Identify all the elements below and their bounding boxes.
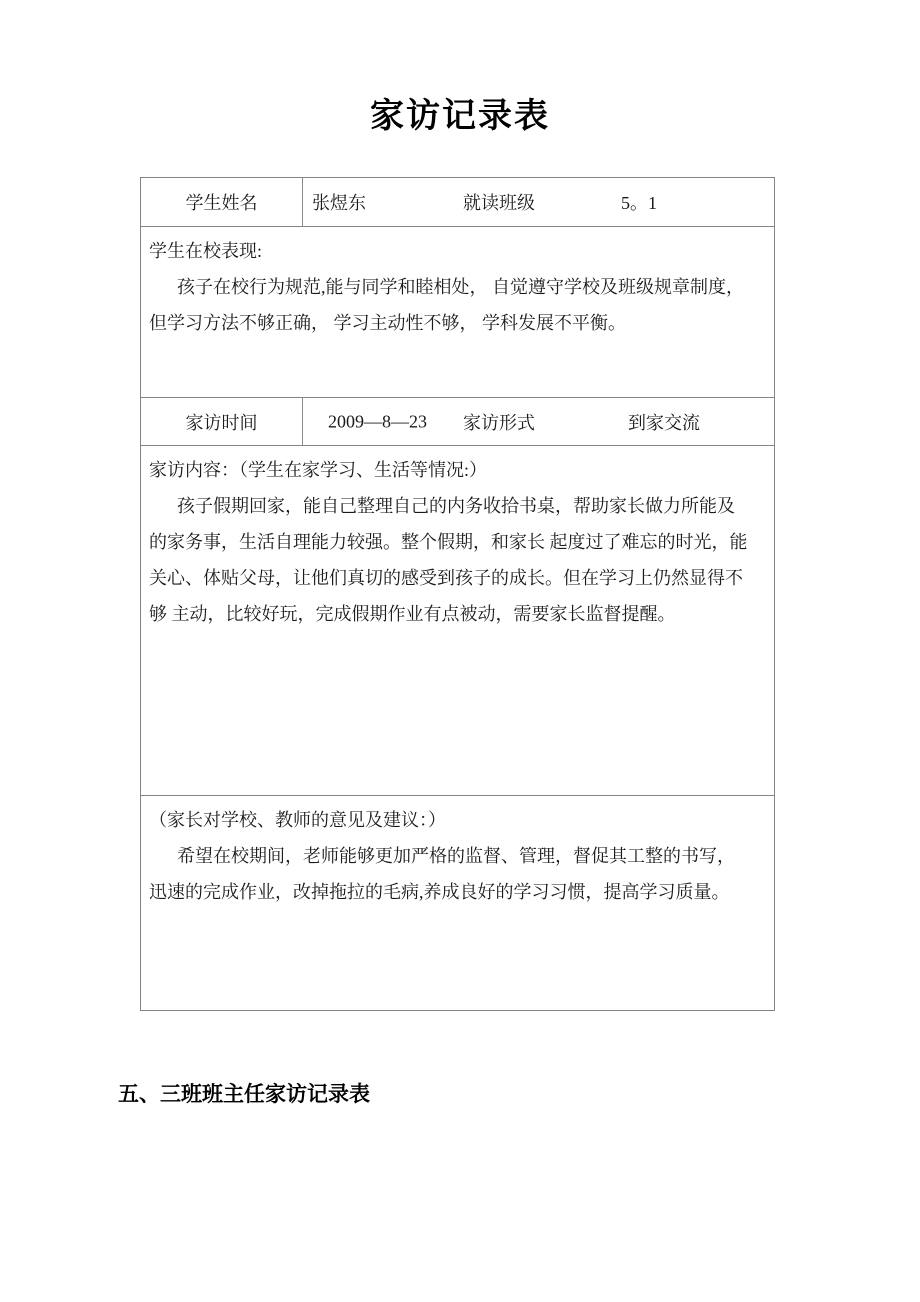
- table-row-parent-feedback: [141, 796, 774, 1010]
- student-name-cell: [303, 178, 774, 226]
- visit-form-label: 家访形式: [463, 412, 535, 433]
- paragraph-line: 但学习方法不够正确， 学习主动性不够， 学科发展不平衡。: [149, 313, 626, 333]
- student-name-value: 张煜东: [312, 193, 366, 213]
- paragraph-line: 希望在校期间，老师能够更加严格的监督、管理，督促其工整的书写，: [177, 846, 735, 866]
- class-value: 5。1: [621, 193, 657, 213]
- parent-feedback-paragraph: [149, 838, 766, 910]
- visit-time-value: 2009—8—23: [328, 411, 427, 431]
- visit-info-cell: [303, 398, 774, 445]
- next-section-heading: 五、三班班主任家访记录表: [118, 1082, 370, 1106]
- home-visit-record-table: [140, 177, 775, 1011]
- paragraph-line: 孩子假期回家，能自己整理自己的内务收拾书桌，帮助家长做力所能及: [177, 496, 735, 516]
- paragraph-line: 关心、体贴父母，让他们真切的感受到孩子的成长。但在学习上仍然显得不: [149, 568, 743, 588]
- paragraph-line: 迅速的完成作业，改掉拖拉的毛病,养成良好的学习习惯，提高学习质量。: [149, 882, 730, 902]
- visit-form-value: 到家交流: [628, 412, 700, 433]
- visit-time-label: 家访时间: [141, 398, 303, 445]
- parent-feedback-heading: （家长对学校、教师的意见及建议：）: [149, 810, 446, 830]
- class-label: 就读班级: [463, 193, 535, 213]
- performance-paragraph: [149, 269, 766, 341]
- visit-content-paragraph: [149, 488, 766, 632]
- paragraph-line: 够 主动，比较好玩，完成假期作业有点被动，需要家长监督提醒。: [149, 604, 676, 624]
- performance-heading: 学生在校表现:: [149, 241, 263, 261]
- paragraph-line: 的家务事，生活自理能力较强。整个假期，和家长 起度过了难忘的时光，能: [149, 532, 748, 552]
- table-row-student: [141, 178, 774, 227]
- table-row-visit-content: [141, 446, 774, 796]
- visit-content-heading: 家访内容：（学生在家学习、生活等情况:）: [149, 460, 487, 480]
- table-row-school-performance: [141, 227, 774, 398]
- student-name-label: 学生姓名: [141, 178, 303, 226]
- table-row-visit-info: [141, 398, 774, 446]
- page-title: 家访记录表: [370, 98, 550, 135]
- paragraph-line: 孩子在校行为规范,能与同学和睦相处， 自觉遵守学校及班级规章制度，: [177, 277, 744, 297]
